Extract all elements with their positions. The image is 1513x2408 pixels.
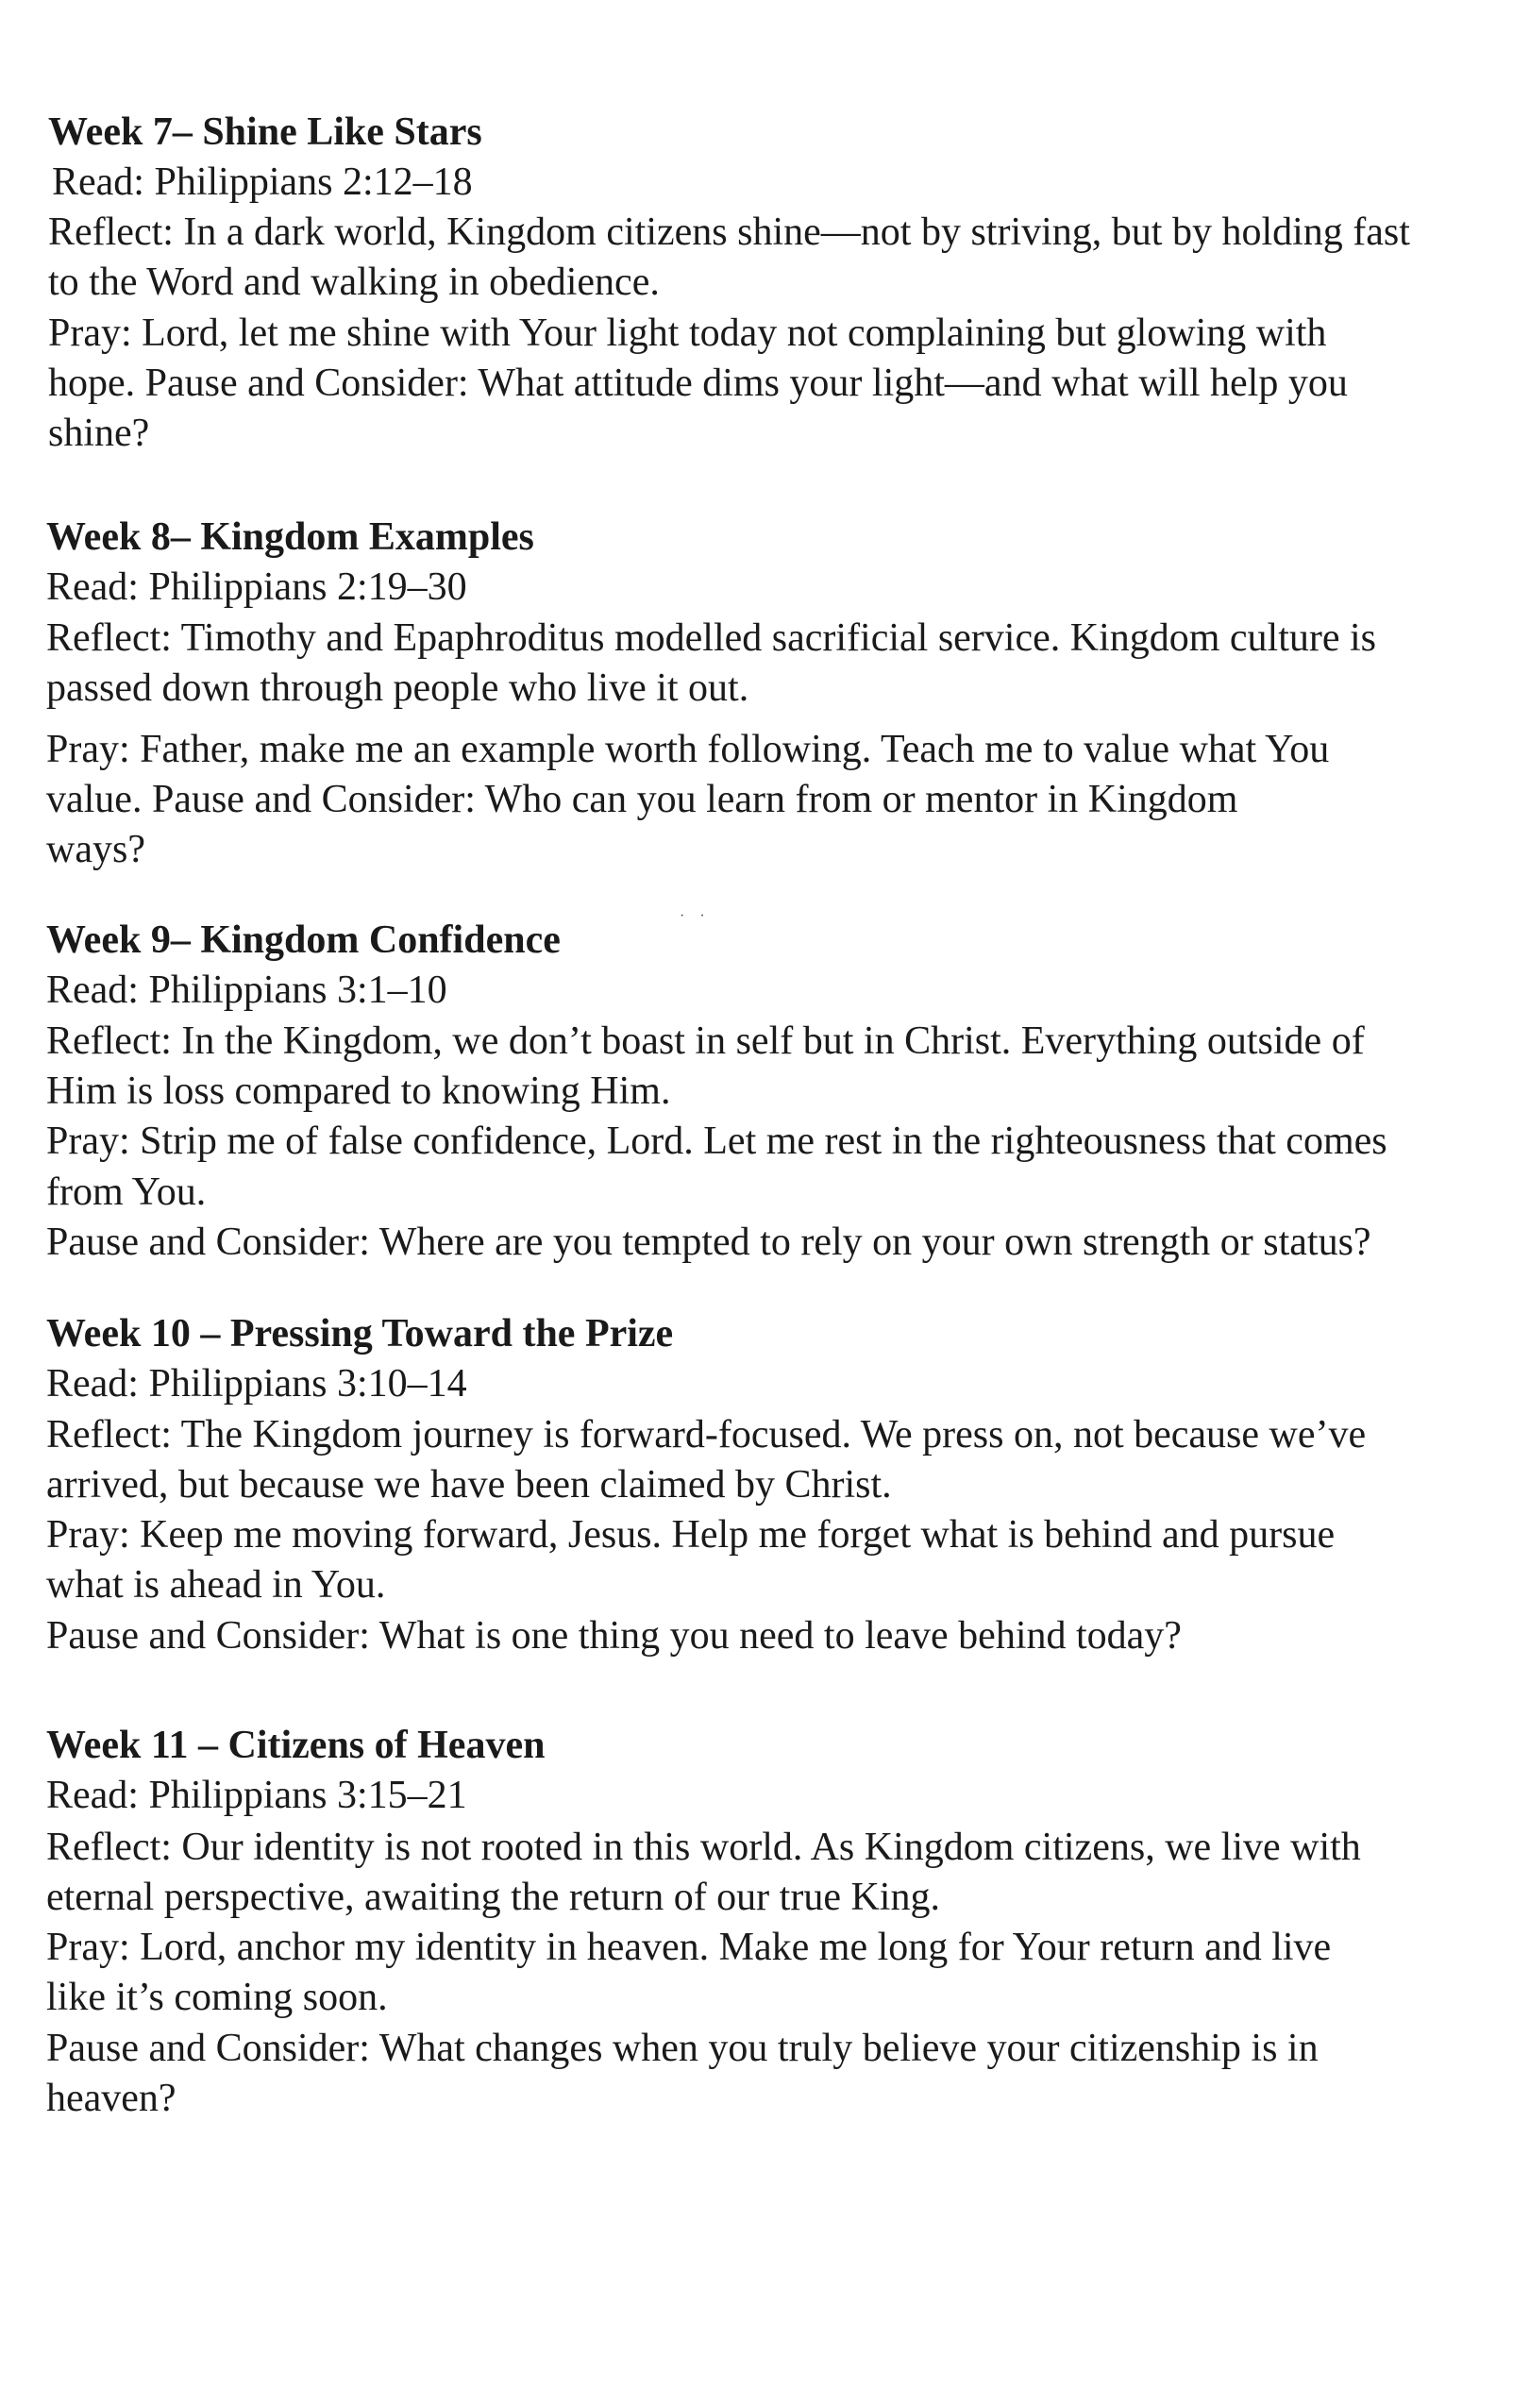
week-11-title: Week 11 – Citizens of Heaven	[46, 1724, 546, 1767]
week-7-pray-line-2: hope. Pause and Consider: What attitude dims your light—and what will help you	[48, 362, 1348, 405]
week-9-pause: Pause and Consider: Where are you tempted to rely on your own strength or status?	[46, 1221, 1371, 1264]
week-10-reflect-line-2: arrived, but because we have been claimed by Christ.	[46, 1463, 892, 1507]
week-10-pause: Pause and Consider: What is one thing you need to leave behind today?	[46, 1614, 1182, 1658]
week-8-pray-line-1: Pray: Father, make me an example worth following. Teach me to value what You	[46, 728, 1330, 771]
week-11-reflect-line-1: Reflect: Our identity is not rooted in this world. As Kingdom citizens, we live with	[46, 1826, 1361, 1869]
week-10-reflect-line-1: Reflect: The Kingdom journey is forward-focused. We press on, not because we’ve	[46, 1413, 1367, 1457]
week-11-pause-line-2: heaven?	[46, 2077, 177, 2120]
week-7-reflect-line-1: Reflect: In a dark world, Kingdom citizens shine—not by striving, but by holding fast	[48, 210, 1410, 254]
week-11-pray-line-1: Pray: Lord, anchor my identity in heaven. Make me long for Your return and live	[46, 1926, 1332, 1969]
week-11-read: Read: Philippians 3:15–21	[46, 1774, 467, 1817]
week-10-pray-line-1: Pray: Keep me moving forward, Jesus. Help me forget what is behind and pursue	[46, 1513, 1336, 1557]
week-11-reflect-line-2: eternal perspective, awaiting the return of our true King.	[46, 1876, 940, 1919]
stray-marks: · ·	[680, 908, 711, 924]
week-8-read: Read: Philippians 2:19–30	[46, 565, 467, 609]
week-7-pray-line-1: Pray: Lord, let me shine with Your light today not complaining but glowing with	[48, 312, 1327, 355]
week-9-pray-line-1: Pray: Strip me of false confidence, Lord. Let me rest in the righteousness that comes	[46, 1120, 1387, 1163]
week-10-pray-line-2: what is ahead in You.	[46, 1563, 386, 1607]
week-9-pray-line-2: from You.	[46, 1170, 207, 1214]
week-8-title: Week 8– Kingdom Examples	[46, 515, 534, 559]
week-9-reflect-line-1: Reflect: In the Kingdom, we don’t boast in self but in Christ. Everything outside of	[46, 1019, 1365, 1063]
week-9-title: Week 9– Kingdom Confidence	[46, 918, 561, 962]
week-11-pray-line-2: like it’s coming soon.	[46, 1976, 388, 2019]
week-8-pray-line-3: ways?	[46, 828, 145, 871]
week-8-pray-line-2: value. Pause and Consider: Who can you learn from or mentor in Kingdom	[46, 778, 1238, 821]
week-7-reflect-line-2: to the Word and walking in obedience.	[48, 261, 660, 304]
week-8-reflect-line-1: Reflect: Timothy and Epaphroditus modelled sacrificial service. Kingdom culture is	[46, 616, 1377, 660]
week-7-read: Read: Philippians 2:12–18	[52, 160, 473, 204]
week-9-reflect-line-2: Him is loss compared to knowing Him.	[46, 1069, 671, 1113]
week-10-title: Week 10 – Pressing Toward the Prize	[46, 1312, 674, 1356]
week-9-read: Read: Philippians 3:1–10	[46, 968, 447, 1012]
week-10-read: Read: Philippians 3:10–14	[46, 1362, 467, 1406]
week-7-pray-line-3: shine?	[48, 412, 150, 455]
week-11-pause-line-1: Pause and Consider: What changes when you truly believe your citizenship is in	[46, 2027, 1319, 2070]
week-7-title: Week 7– Shine Like Stars	[48, 110, 482, 154]
week-8-reflect-line-2: passed down through people who live it out.	[46, 666, 749, 710]
